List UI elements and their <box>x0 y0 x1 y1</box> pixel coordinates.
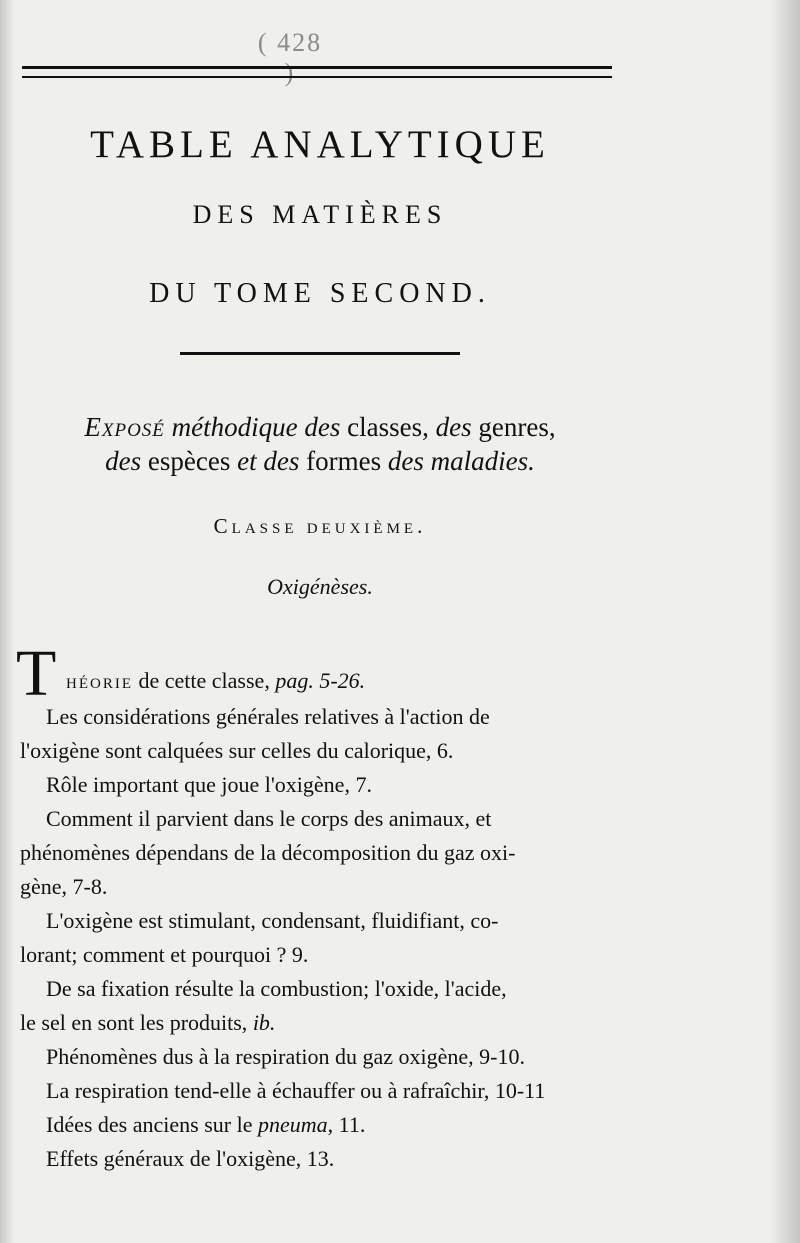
subtitle-matieres: DES MATIÈRES <box>192 200 448 229</box>
page-gutter-shadow <box>0 0 14 1243</box>
classe-heading: Classe deuxième. <box>213 514 427 538</box>
entry-idees <box>46 1112 365 1138</box>
entry-phenomenes: Phénomènes dus à la respiration du gaz oxigène, 9-10. <box>46 1044 525 1069</box>
et-des-words: et des <box>237 446 300 476</box>
entry-fixation-line-2 <box>20 1010 275 1036</box>
header-double-rule <box>22 66 612 78</box>
main-title: TABLE ANALYTIQUE <box>90 123 550 166</box>
entry-stimulant-line-1: L'oxigène est stimulant, condensant, fluidifiant, co- <box>46 908 499 933</box>
page-number: ( 428 ) <box>257 28 323 87</box>
subtitle-tome: DU TOME SECOND. <box>149 278 491 309</box>
expose-word: Exposé <box>84 412 165 442</box>
especes-word: espèces <box>147 446 231 476</box>
des-word-3: des <box>105 446 142 476</box>
formes-word: formes <box>306 446 382 476</box>
entry-theorie <box>66 668 365 694</box>
classes-word: classes <box>347 412 423 442</box>
entry-considerations-line-2: l'oxigène sont calquées sur celles du calorique, 6. <box>20 738 454 763</box>
theorie-page-ref: pag. 5-26. <box>275 668 366 693</box>
comma-2: , <box>548 412 556 442</box>
theorie-text: de cette classe, <box>133 668 276 693</box>
entry-comment-line-2: phénomènes dépendans de la décomposition du gaz oxi- <box>20 840 516 865</box>
genres-word: genres <box>478 412 549 442</box>
fixation-ib: ib. <box>252 1010 276 1035</box>
entry-effets: Effets généraux de l'oxigène, 13. <box>46 1146 335 1171</box>
expose-heading-line-2 <box>0 444 640 478</box>
methodique-word: méthodique <box>171 412 298 442</box>
expose-heading-line-1 <box>20 410 620 444</box>
entry-comment-line-1: Comment il parvient dans le corps des animaux, et <box>46 806 492 831</box>
entry-fixation-line-1: De sa fixation résulte la combustion; l'oxide, l'acide, <box>46 976 507 1001</box>
des-maladies-words: des maladies. <box>387 446 535 476</box>
theorie-smallcaps: héorie <box>66 668 133 693</box>
title-separator-rule <box>180 352 460 355</box>
entry-stimulant-line-2: lorant; comment et pourquoi ? 9. <box>20 942 309 967</box>
comma: , <box>422 412 429 442</box>
fixation-text: le sel en sont les produits, <box>20 1010 253 1035</box>
idees-pneuma: pneuma <box>257 1112 328 1137</box>
des-word-2: des <box>435 412 472 442</box>
des-word: des <box>304 412 341 442</box>
idees-page: , 11. <box>327 1112 366 1137</box>
entry-respiration: La respiration tend-elle à échauffer ou à rafraîchir, 10-11 <box>46 1078 546 1103</box>
entry-comment-line-3: gène, 7-8. <box>20 874 108 899</box>
entry-role: Rôle important que joue l'oxigène, 7. <box>46 772 372 797</box>
section-title: Oxigénèses. <box>267 574 373 599</box>
idees-text: Idées des anciens sur le <box>46 1112 258 1137</box>
drop-capital: T <box>16 637 57 710</box>
page-edge-shadow <box>770 0 800 1243</box>
entry-considerations-line-1: Les considérations générales relatives à l'action de <box>46 704 490 729</box>
